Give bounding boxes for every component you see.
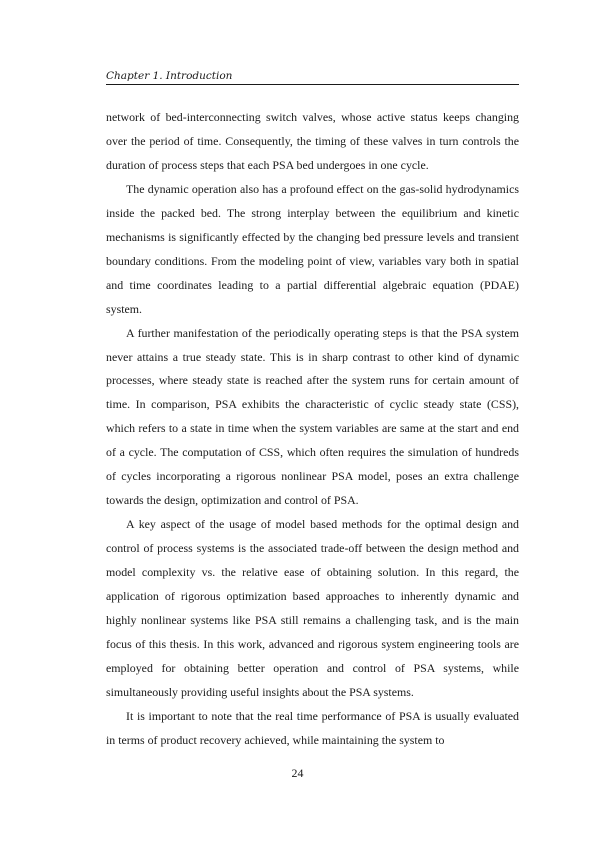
paragraph-5: It is important to note that the real time performance of PSA is usually evaluated in terms of product recovery achieved, while maintaining the system to [106, 708, 519, 747]
paragraph-4: A key aspect of the usage of model based methods for the optimal design and control of process systems is the associated trade-off between the design method and model complexity vs. the relative ease of obtaining solution. In this regard, the application of rigorous optimization based approaches to inherently dynamic and highly nonlinear systems like PSA still remains a challenging task, and is the main focus of this thesis. In this work, advanced and rigorous system engineering tools are employed for obtaining better operation and control of PSA systems, while simultaneously providing useful insights about the PSA systems. [106, 517, 519, 699]
header-rule [106, 84, 519, 85]
paragraph-2: The dynamic operation also has a profound effect on the gas-solid hydrodynamics inside the packed bed. The strong interplay between the equilibrium and kinetic mechanisms is significantly effected by the changing bed pressure levels and transient boundary conditions. From the modeling point of view, variables vary both in spatial and time coordinates leading to a partial differential algebraic equation (PDAE) system. [106, 181, 519, 316]
paragraph-3: A further manifestation of the periodically operating steps is that the PSA system never attains a true steady state. This is in sharp contrast to other kind of dynamic processes, where steady state is reached after the system runs for certain amount of time. In comparison, PSA exhibits the characteristic of cyclic steady state (CSS), which refers to a state in time when the system variables are same at the start and end of a cycle. The computation of CSS, which often requires the simulation of hundreds of cycles incorporating a rigorous nonlinear PSA model, poses an extra challenge towards the design, optimization and control of PSA. [106, 325, 519, 508]
running-head: Chapter 1. Introduction [106, 70, 233, 82]
paragraph-1: network of bed-interconnecting switch valves, whose active status keeps changing over the period of time. Consequently, the timing of these valves in turn controls the duration of process steps that each PSA bed undergoes in one cycle. [106, 110, 519, 172]
page-number: 24 [291, 766, 304, 780]
body-text [106, 106, 519, 753]
